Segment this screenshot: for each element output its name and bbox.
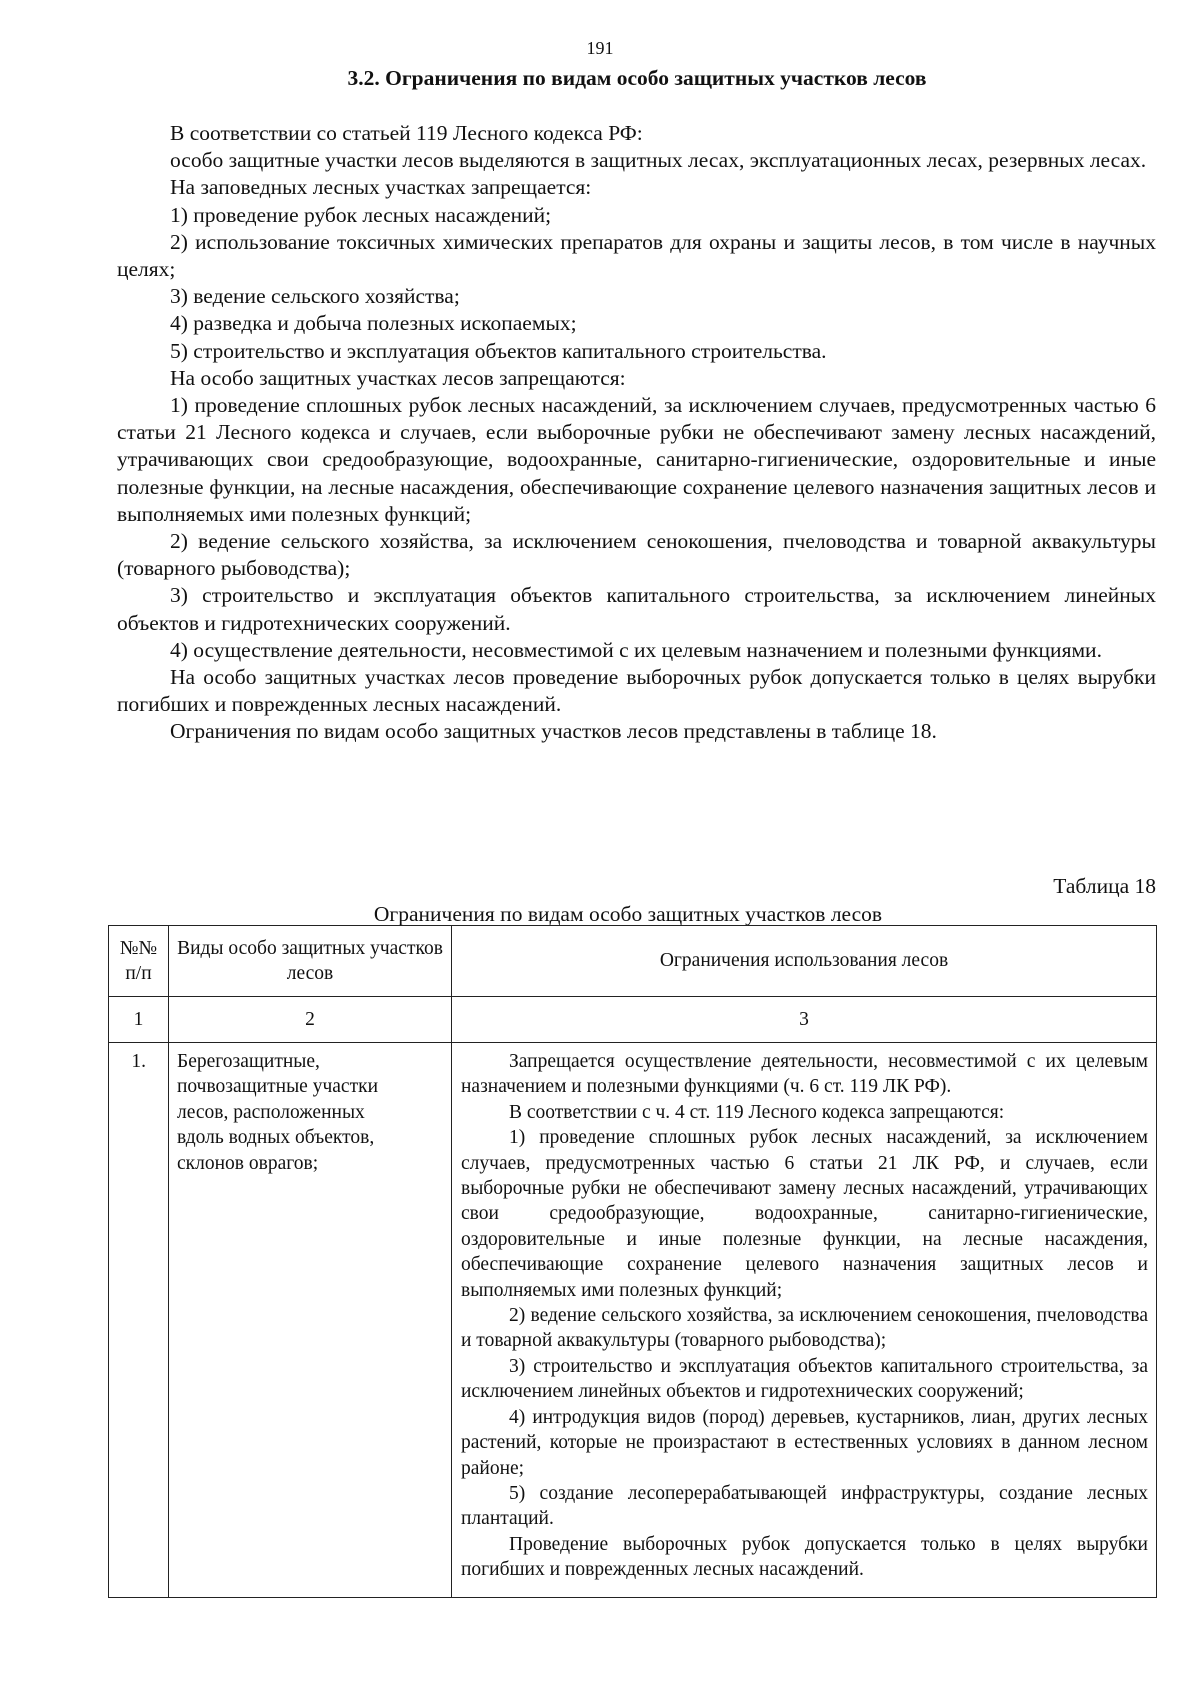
row-kind	[169, 1043, 452, 1598]
paragraph: 5) строительство и эксплуатация объектов капитального строительства.	[170, 338, 827, 363]
paragraph: 1) проведение сплошных рубок лесных насаждений, за исключением случаев, предусмотренных частью 6 статьи 21 Лесного кодекса и случаев, если выборочные рубки не обеспечивают замену лесных насаждений, утрачивающих свои средообразующие, водоохранные, санитарно-гигиенические, оздоровительные и иные полезные функции, на лесные насаждения, обеспечивающие сохранение целевого назначения защитных лесов и выполняемых ими полезных функций;	[117, 393, 1156, 526]
restriction-paragraph: 1) проведение сплошных рубок лесных насаждений, за исключением случаев, предусмотренных частью 6 статьи 21 ЛК РФ, и случаев, если выборочные рубки не обеспечивают замену лесных насаждений, утрачивающих свои средообразующие, водоохранные, санитарно-гигиенические, оздоровительные и иные полезные функции, на лесные насаждения, обеспечивающие сохранение целевого назначения защитных лесов и выполняемых ими полезных функций;	[461, 1127, 1148, 1301]
paragraph: Ограничения по видам особо защитных участков лесов представлены в таблице 18.	[170, 719, 937, 744]
kind-line: лесов, расположенных	[177, 1101, 365, 1123]
paragraph: 4) осуществление деятельности, несовместимой с их целевым назначением и полезными функциями.	[170, 637, 1102, 662]
kind-line: склонов оврагов;	[177, 1152, 319, 1174]
table-caption: Таблица 18	[1053, 874, 1156, 898]
restriction-paragraph: Запрещается осуществление деятельности, несовместимой с их целевым назначением и полезными функциями (ч. 6 ст. 119 ЛК РФ).	[461, 1051, 1148, 1098]
column-number: 3	[452, 997, 1157, 1043]
paragraph: 2) ведение сельского хозяйства, за исключением сенокошения, пчеловодства и товарной аквакультуры (товарного рыбоводства);	[117, 529, 1156, 581]
paragraph: 3) ведение сельского хозяйства;	[170, 284, 460, 309]
column-number-row	[109, 997, 1157, 1043]
restriction-paragraph: 3) строительство и эксплуатация объектов капитального строительства, за исключением линейных объектов и гидротехнических сооружений;	[461, 1355, 1148, 1403]
body-text	[117, 120, 1156, 746]
header-number: №№ п/п	[109, 926, 169, 997]
page-number: 191	[586, 38, 614, 58]
paragraph: На особо защитных участках лесов проведение выборочных рубок допускается только в целях вырубки погибших и поврежденных лесных насаждений.	[117, 665, 1156, 717]
paragraph: 2) использование токсичных химических препаратов для охраны и защиты лесов, в том числе в научных целях;	[117, 229, 1156, 282]
section-title: 3.2. Ограничения по видам особо защитных участков лесов	[347, 66, 927, 90]
restriction-paragraph: В соответствии с ч. 4 ст. 119 Лесного кодекса запрещаются:	[509, 1101, 1005, 1123]
kind-line: почвозащитные участки	[177, 1076, 379, 1098]
paragraph: 4) разведка и добыча полезных ископаемых;	[170, 311, 577, 336]
paragraph: особо защитные участки лесов выделяются в защитных лесах, эксплуатационных лесах, резервных лесах.	[170, 148, 1147, 173]
table-row	[109, 1043, 1157, 1598]
kind-line: вдоль водных объектов,	[177, 1127, 375, 1149]
column-number: 2	[169, 997, 452, 1043]
header-restrictions: Ограничения использования лесов	[452, 926, 1157, 997]
paragraph: 1) проведение рубок лесных насаждений;	[170, 202, 552, 227]
row-number: 1.	[109, 1043, 169, 1598]
paragraph: 3) строительство и эксплуатация объектов капитального строительства, за исключением линейных объектов и гидротехнических сооружений.	[117, 583, 1156, 635]
restriction-paragraph: Проведение выборочных рубок допускается только в целях вырубки погибших и поврежденных лесных насаждений.	[461, 1533, 1148, 1581]
paragraph: В соответствии со статьей 119 Лесного кодекса РФ:	[170, 121, 643, 145]
restrictions-table	[108, 925, 1157, 1598]
restriction-paragraph: 4) интродукция видов (пород) деревьев, кустарников, лиан, других лесных растений, которые не произрастают в естественных условиях в данном лесном районе;	[461, 1406, 1148, 1479]
restriction-paragraph: 5) создание лесоперерабатывающей инфраструктуры, создание лесных плантаций.	[461, 1482, 1148, 1530]
row-restrictions	[452, 1043, 1157, 1598]
restriction-paragraph: 2) ведение сельского хозяйства, за исключением сенокошения, пчеловодства и товарной аквакультуры (товарного рыбоводства);	[461, 1305, 1148, 1352]
header-kind: Виды особо защитных участков лесов	[169, 926, 452, 997]
kind-line: Берегозащитные,	[177, 1051, 320, 1072]
column-number: 1	[109, 997, 169, 1043]
paragraph: На заповедных лесных участках запрещается:	[170, 175, 592, 200]
paragraph: На особо защитных участках лесов запрещаются:	[170, 365, 626, 390]
table-header-row	[109, 926, 1157, 997]
table-title: Ограничения по видам особо защитных участков лесов	[373, 902, 883, 926]
